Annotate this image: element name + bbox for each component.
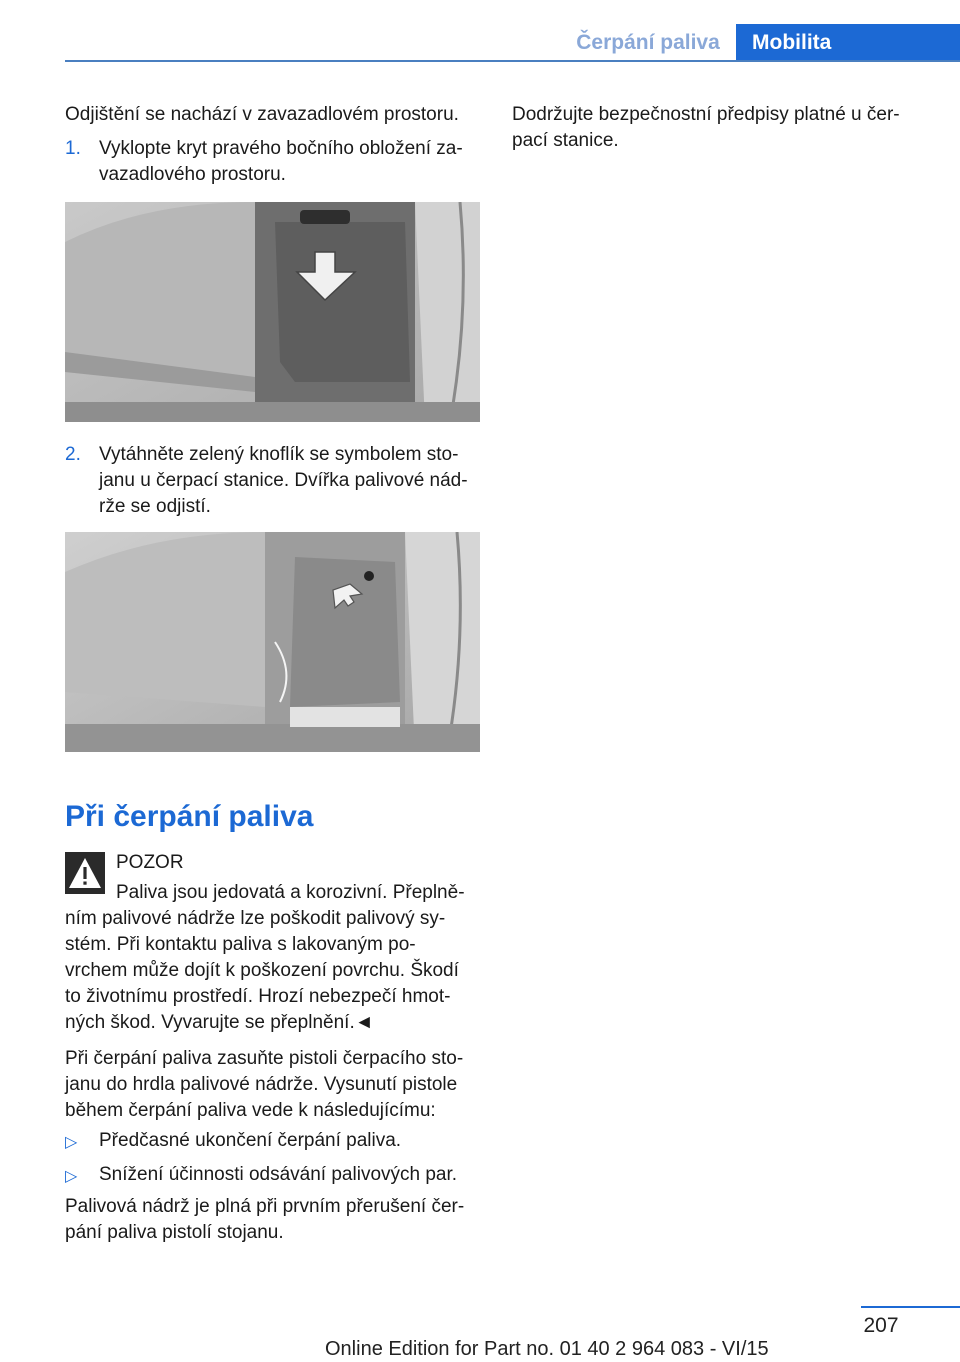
fuel-release-knob-photo [65, 532, 480, 752]
bullet1-text: Předčasné ukončení čerpání paliva. [99, 1130, 402, 1151]
step2-number: 2. [65, 444, 81, 465]
bullet1-icon: ▷ [65, 1134, 78, 1151]
bullet2-icon: ▷ [65, 1168, 78, 1185]
trunk-cover-photo [65, 202, 480, 422]
warning-line2: ním palivové nádrže lze poškodit palivový sy‐ [65, 908, 446, 929]
header-section-tab[interactable]: Čerpání paliva [576, 30, 720, 54]
section-title: Při čerpání paliva [65, 800, 314, 833]
bullet2-text: Snížení účinnosti odsávání palivových par. [99, 1164, 458, 1185]
step2-line3: rže se odjistí. [99, 496, 211, 517]
fueling-para-line2: janu do hrdla palivové nádrže. Vysunutí pistole [65, 1074, 458, 1095]
header-rule [65, 60, 960, 62]
warning-line3: stém. Při kontaktu paliva s lakovaným po‐ [65, 934, 416, 955]
fueling-para-line3: během čerpání paliva vede k následujícímu: [65, 1100, 436, 1121]
page-number: 207 [863, 1314, 899, 1337]
footer-rule [861, 1306, 960, 1308]
warning-line6: ných škod. Vyvarujte se přeplnění.◄ [65, 1012, 374, 1033]
header-chapter-tab[interactable]: Mobilita [736, 24, 960, 61]
warning-line4: vrchem může dojít k poškození povrchu. Škodí [65, 960, 459, 981]
final-para-line2: pání paliva pistolí stojanu. [65, 1222, 284, 1243]
warning-icon [65, 852, 105, 894]
final-para-line1: Palivová nádrž je plná při prvním přerušení čer‐ [65, 1196, 465, 1217]
edition-footer: Online Edition for Part no. 01 40 2 964 083 - VI/15 [325, 1338, 769, 1360]
step1-line2: vazadlového prostoru. [99, 164, 286, 185]
step2-line2: janu u čerpací stanice. Dvířka palivové nád‐ [99, 470, 468, 491]
intro-text: Odjištění se nachází v zavazadlovém prostoru. [65, 104, 459, 125]
step1-line1: Vyklopte kryt pravého bočního obložení za‐ [99, 138, 463, 159]
warning-label: POZOR [116, 852, 184, 873]
step1-number: 1. [65, 138, 81, 159]
right-para-line1: Dodržujte bezpečnostní předpisy platné u čer‐ [512, 104, 900, 125]
warning-line1: Paliva jsou jedovatá a korozivní. Přeplně‐ [116, 882, 465, 903]
fueling-para-line1: Při čerpání paliva zasuňte pistoli čerpacího sto‐ [65, 1048, 464, 1069]
right-para-line2: pací stanice. [512, 130, 619, 151]
warning-line5: to životnímu prostředí. Hrozí nebezpečí hmot‐ [65, 986, 451, 1007]
step2-line1: Vytáhněte zelený knoflík se symbolem sto‐ [99, 444, 459, 465]
